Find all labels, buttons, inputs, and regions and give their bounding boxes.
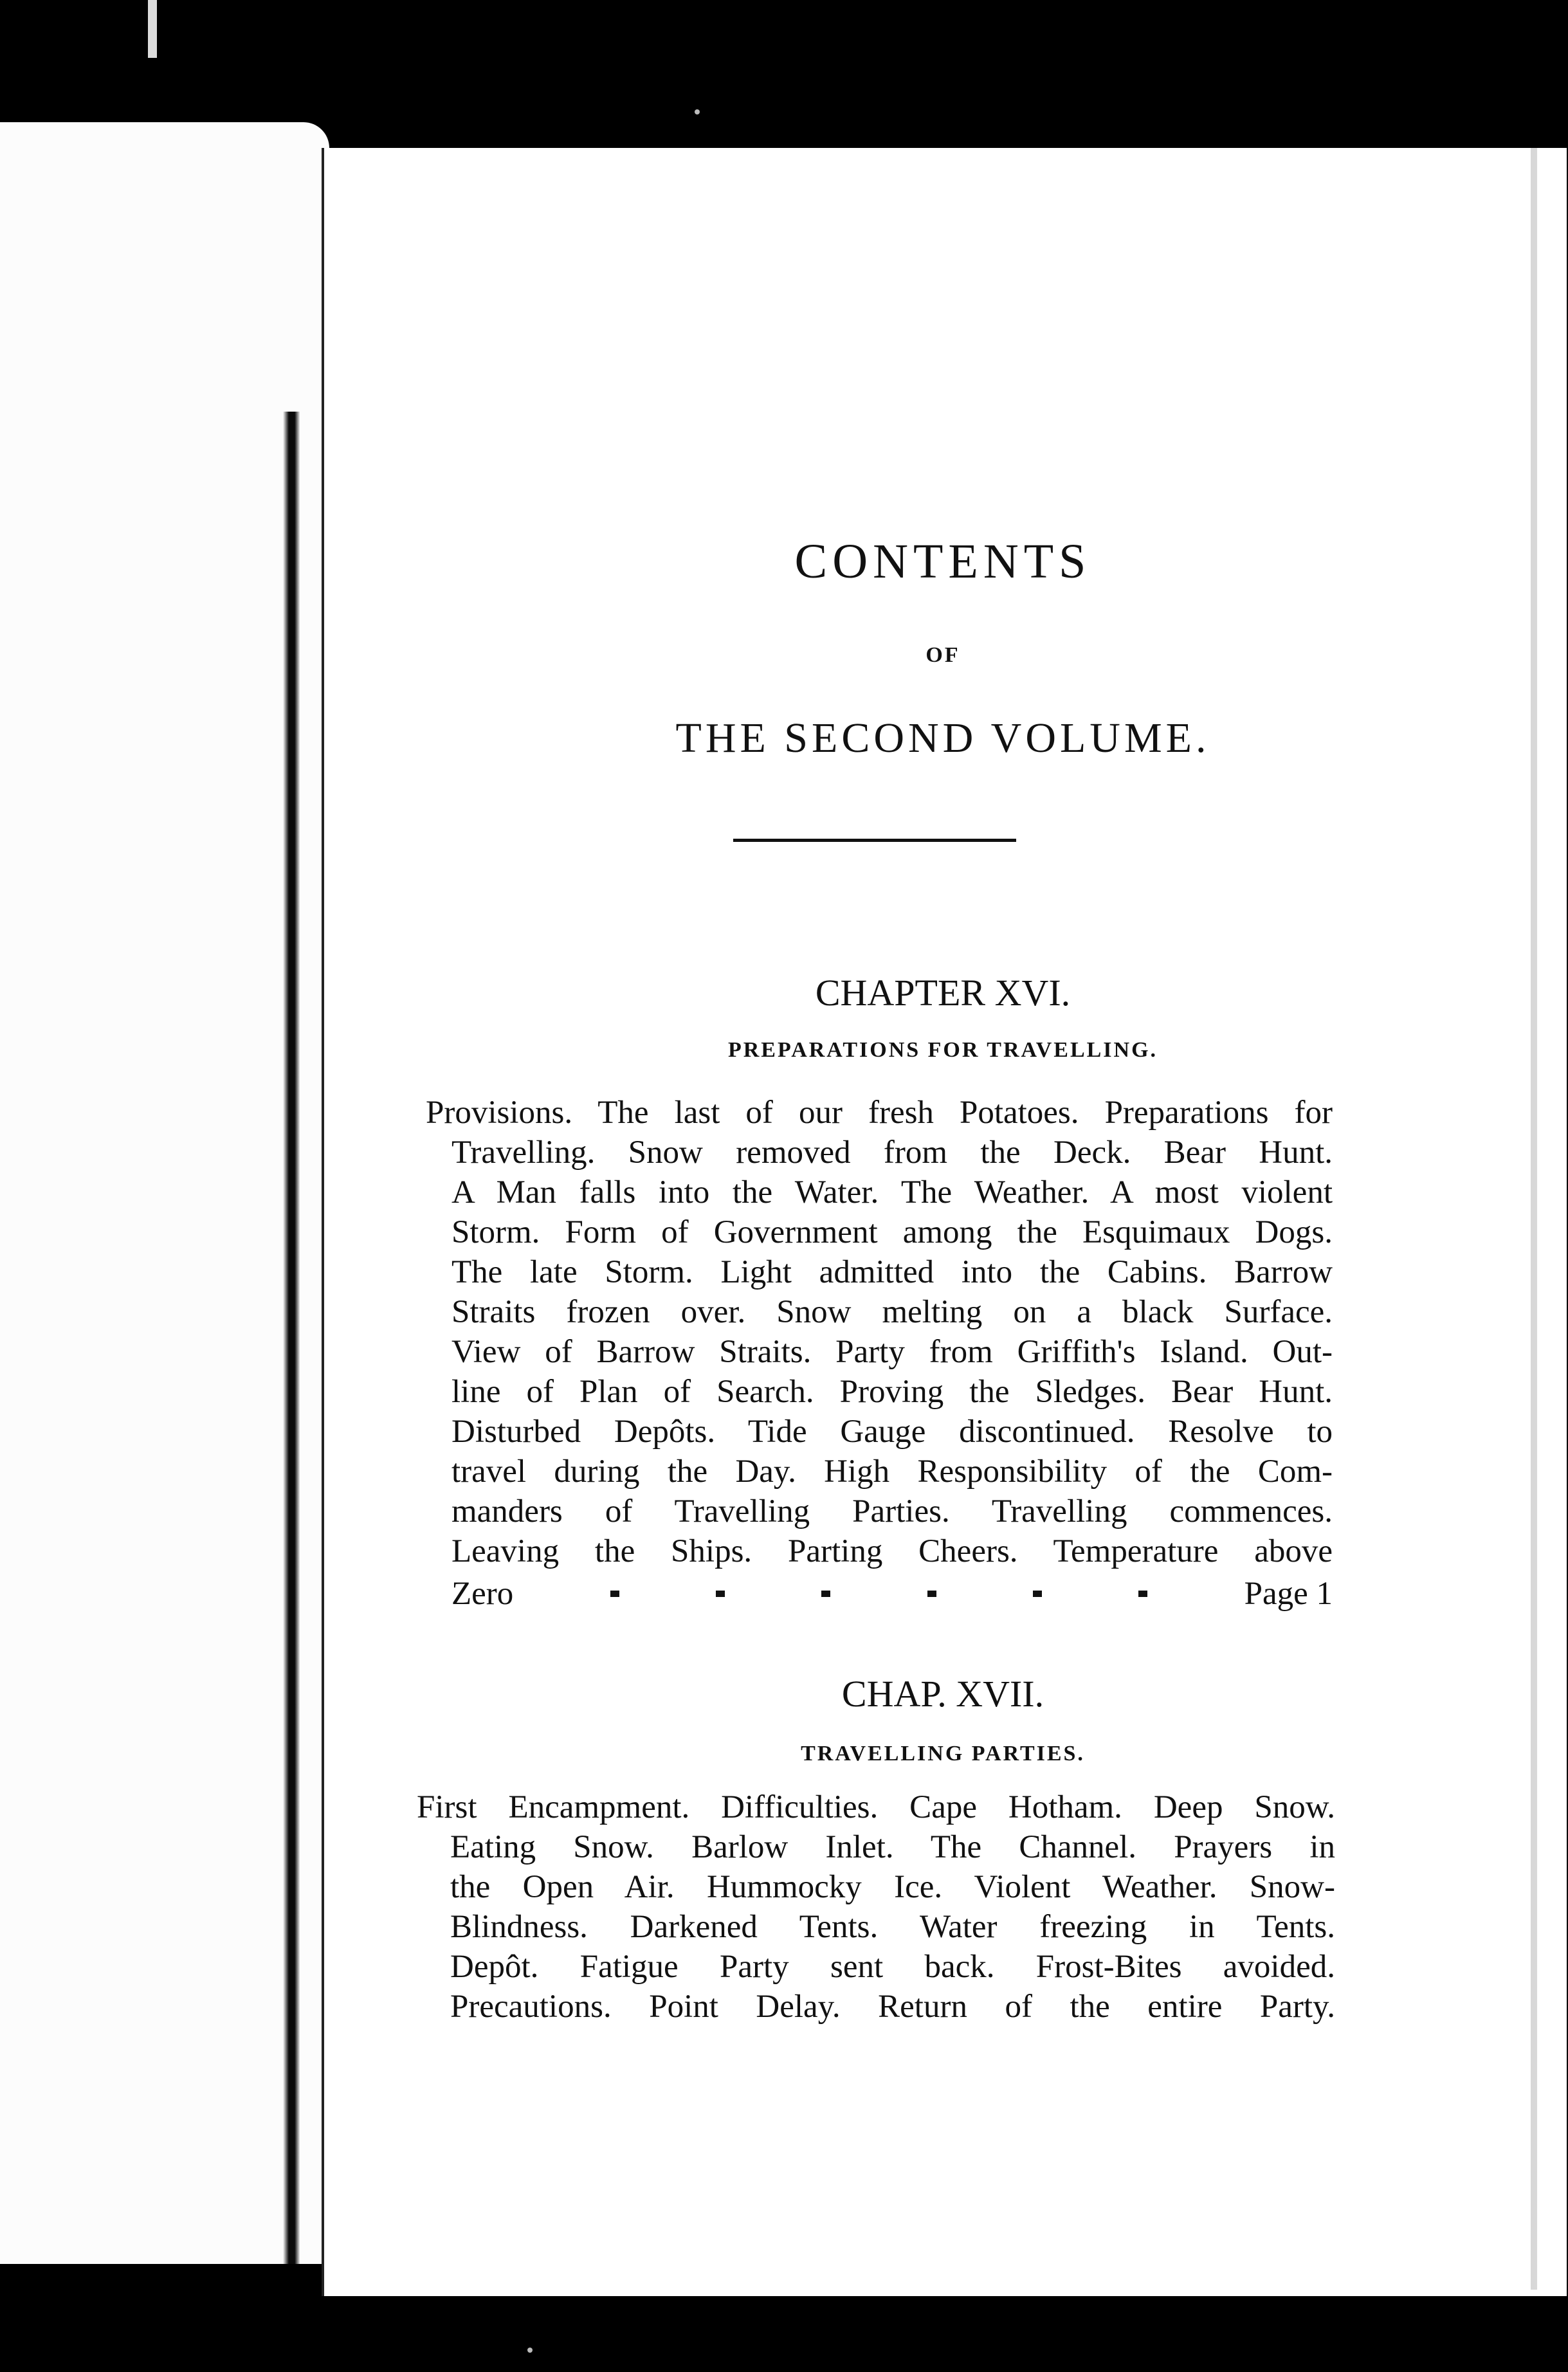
summary-line: travel during the Day. High Responsibility of the Com-: [451, 1454, 1333, 1490]
summary-last-word: Zero: [451, 1576, 514, 1612]
summary-line: Leaving the Ships. Parting Cheers. Temperature above: [451, 1533, 1333, 1569]
scan-speck: [527, 2348, 533, 2353]
leader-dot: [927, 1591, 936, 1597]
summary-line: Depôt. Fatigue Party sent back. Frost-Bites avoided.: [450, 1949, 1335, 1985]
book-gutter: [283, 412, 300, 2264]
summary-line: Precautions. Point Delay. Return of the entire Party.: [450, 1989, 1335, 2025]
leader-dot: [610, 1591, 619, 1597]
summary-line: Disturbed Depôts. Tide Gauge discontinued. Resolve to: [451, 1414, 1333, 1450]
summary-line: line of Plan of Search. Proving the Sledges. Bear Hunt.: [451, 1374, 1333, 1410]
page-edge: [1531, 148, 1537, 2290]
chapter-heading: CHAP. XVII.: [841, 1673, 1044, 1715]
page-reference-line: [451, 1574, 1333, 1613]
summary-line: A Man falls into the Water. The Weather. A most violent: [451, 1174, 1333, 1210]
summary-line: Eating Snow. Barlow Inlet. The Channel. Prayers in: [450, 1829, 1335, 1865]
leader-dot: [821, 1591, 830, 1597]
summary-line: Travelling. Snow removed from the Deck. Bear Hunt.: [451, 1135, 1333, 1171]
contents-heading: CONTENTS: [794, 534, 1091, 588]
contents-of: OF: [925, 643, 960, 667]
chapter-subtitle: PREPARATIONS FOR TRAVELLING.: [727, 1038, 1158, 1062]
summary-line: the Open Air. Hummocky Ice. Violent Weather. Snow-: [450, 1869, 1335, 1905]
volume-heading: THE SECOND VOLUME.: [675, 715, 1210, 762]
page-number: Page 1: [1244, 1576, 1333, 1612]
chapter-heading: CHAPTER XVI.: [815, 972, 1071, 1014]
summary-line: First Encampment. Difficulties. Cape Hotham. Deep Snow.: [417, 1789, 1335, 1825]
summary-line: manders of Travelling Parties. Travelling commences.: [451, 1493, 1333, 1529]
chapter-subtitle: TRAVELLING PARTIES.: [801, 1742, 1085, 1765]
scan-margin-mark: [148, 0, 157, 58]
summary-line: Provisions. The last of our fresh Potatoes. Preparations for: [426, 1095, 1333, 1131]
summary-line: View of Barrow Straits. Party from Griffith's Island. Out-: [451, 1334, 1333, 1370]
scan-speck: [695, 109, 700, 114]
summary-line: Blindness. Darkened Tents. Water freezing in Tents.: [450, 1909, 1335, 1945]
leader-dot: [716, 1591, 725, 1597]
facing-page: [0, 122, 329, 2264]
summary-line: Straits frozen over. Snow melting on a black Surface.: [451, 1294, 1333, 1330]
leader-dot: [1033, 1591, 1042, 1597]
divider-rule: [733, 839, 1016, 842]
summary-line: The late Storm. Light admitted into the Cabins. Barrow: [451, 1254, 1333, 1290]
summary-line: Storm. Form of Government among the Esquimaux Dogs.: [451, 1214, 1333, 1250]
leader-dot: [1138, 1591, 1147, 1597]
